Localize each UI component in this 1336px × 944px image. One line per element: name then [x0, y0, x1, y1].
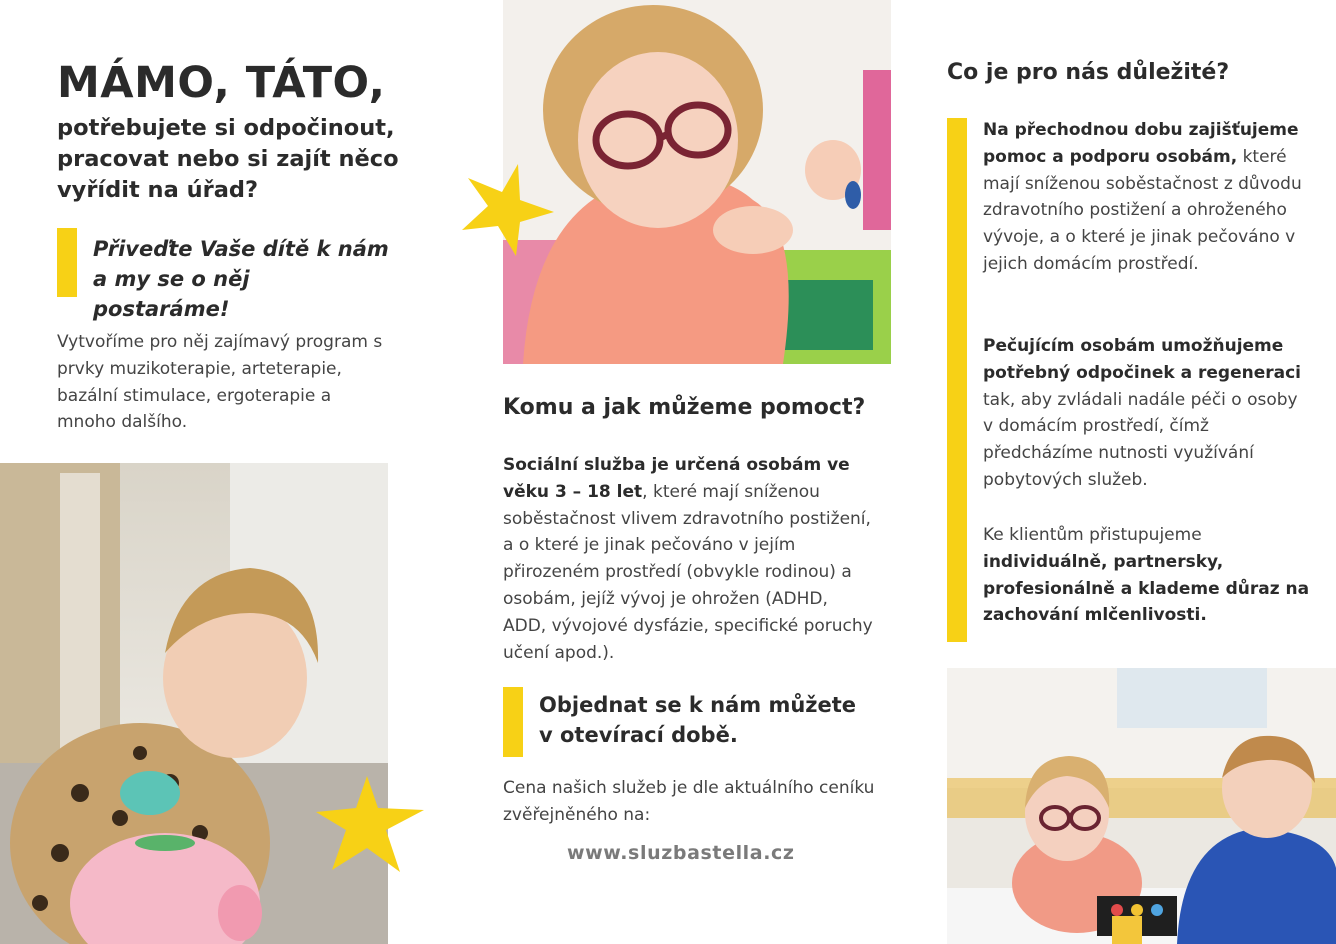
middle-paragraph-bold: Sociální služba je určená osobám ve věku 3 – 18 let	[503, 455, 850, 502]
right-p3-start: Ke klientům přistupujeme	[983, 525, 1202, 545]
photo-children-painting	[947, 668, 1336, 944]
right-paragraph-3	[983, 522, 1313, 629]
right-paragraph-2	[983, 333, 1313, 494]
yellow-star-icon	[312, 768, 430, 878]
right-p1-rest: které mají sníženou soběstačnost z důvodu zdravotního postižení a ohroženého vývoje, a o které je jinak pečováno v jejich domácím prostředí.	[983, 146, 1302, 274]
right-p3-bold: individuálně, partnersky, profesionálně a klademe důraz na zachování mlčenlivosti.	[983, 551, 1310, 626]
left-quote: Přiveďte Vaše dítě k nám a my se o něj postaráme!	[93, 237, 389, 321]
left-paragraph: Vytvoříme pro něj zajímavý program s prvky muzikoterapie, arteterapie, bazální stimulace, ergoterapie a mnoho dalšího.	[57, 332, 383, 433]
right-p2-bold: Pečujícím osobám umožňujeme potřebný odpočinek a regeneraci	[983, 336, 1302, 383]
middle-paragraph-rest: , které mají sníženou soběstačnost vlivem zdravotního postižení, a o které je jinak pečováno v jejím přirozeném prostředí (obvykle rodinou) a osobám, jejíž vývoj je ohrožen (ADHD, ADD, vývojové dysfázie, specifické poruchy učení apod.).	[503, 481, 873, 663]
right-heading: Co je pro nás důležité?	[947, 60, 1230, 85]
order-note: Objednat se k nám můžete v otevírací době.	[539, 693, 857, 747]
left-subheadline: potřebujete si odpočinout, pracovat nebo si zajít něco vyřídit na úřad?	[57, 115, 399, 203]
price-note: Cena našich služeb je dle aktuálního ceníku zvěřejněného na:	[503, 778, 875, 825]
right-accent-bar	[947, 118, 967, 642]
right-p1-bold: Na přechodnou dobu zajišťujeme pomoc a podporu osobám,	[983, 120, 1299, 167]
middle-paragraph	[503, 452, 873, 666]
order-accent-bar	[503, 687, 523, 757]
middle-heading: Komu a jak můžeme pomoct?	[503, 395, 866, 420]
right-paragraph-1	[983, 117, 1313, 278]
right-p2-rest: tak, aby zvládali nadále péči o osoby v domácím prostředí, čímž předcházíme nutnosti využívání pobytových služeb.	[983, 389, 1298, 490]
left-headline: MÁMO, TÁTO,	[57, 58, 386, 108]
quote-accent-bar	[57, 228, 77, 297]
photo-girl-with-glasses	[503, 0, 891, 364]
website-link[interactable]: www.sluzbastella.cz	[567, 842, 795, 864]
yellow-star-icon	[458, 160, 558, 260]
